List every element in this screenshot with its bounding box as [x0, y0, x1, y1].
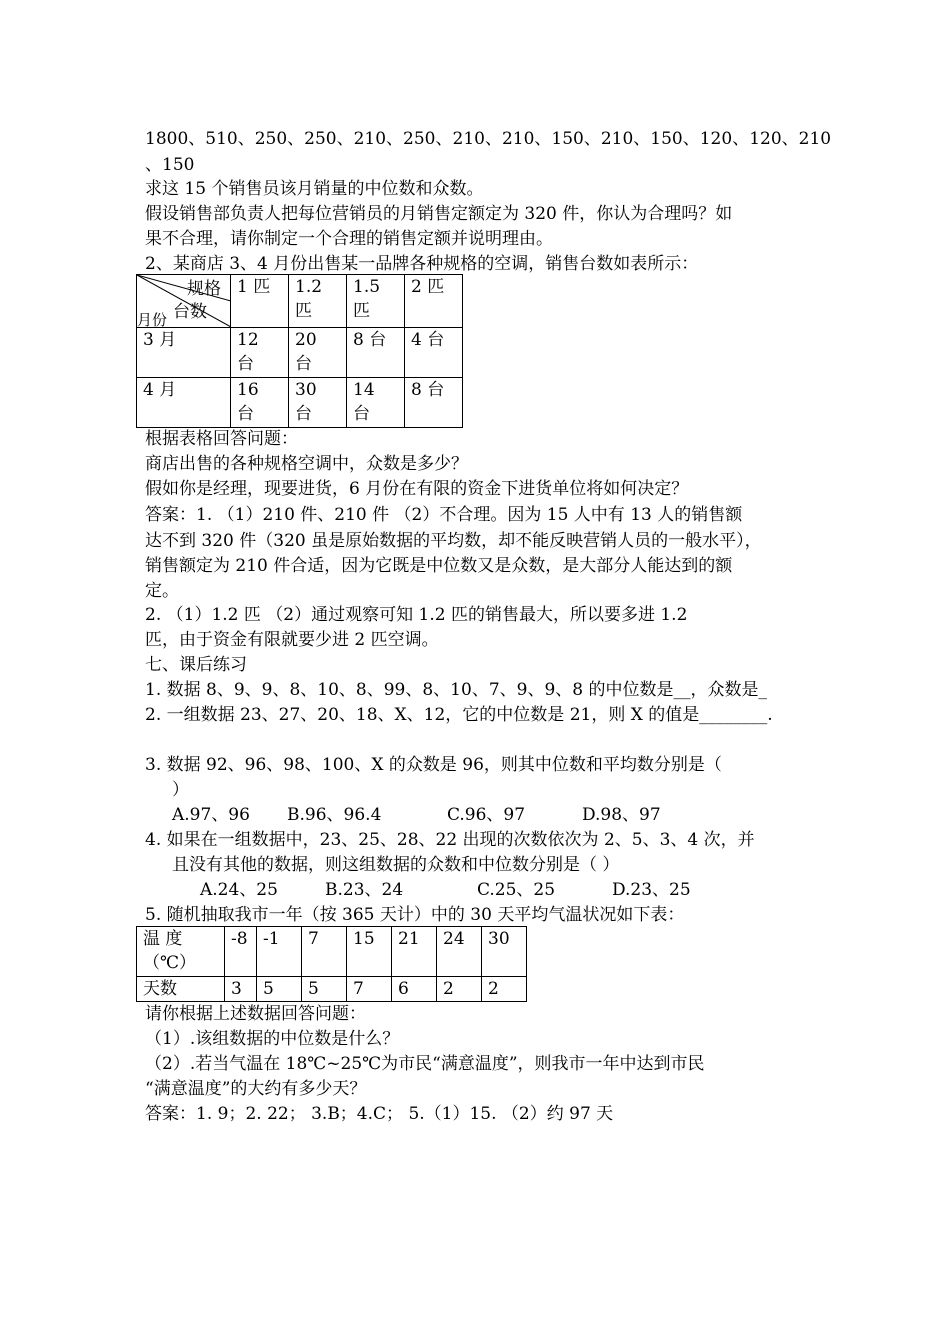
table-row [137, 977, 527, 1002]
table-row [137, 927, 527, 977]
option-b: B.96、96.4 [287, 805, 382, 825]
table-cell: -8 [225, 927, 257, 977]
option-c: C.96、97 [447, 805, 526, 825]
table-cell: 21 [392, 927, 437, 977]
option-b: B.23、24 [325, 880, 404, 900]
option-a: A.24、25 [200, 880, 278, 900]
answer-text: 匹，由于资金有限就要少进 2 匹空调。 [145, 630, 439, 650]
table-cell: 15 [347, 927, 392, 977]
table-row [137, 378, 463, 428]
option-d: D.98、97 [582, 805, 661, 825]
answer-text: 达不到 320 件（320 虽是原始数据的平均数，却不能反映营销人员的一般水平）， [145, 531, 762, 551]
table-cell: 5 [302, 977, 347, 1002]
exercise-3: 3. 数据 92、96、98、100、X 的众数是 96，则其中位数和平均数分别是（ [145, 755, 722, 775]
table-cell: 4 台 [405, 328, 463, 378]
row-label: 天数 [137, 977, 225, 1002]
question-text: 商店出售的各种规格空调中，众数是多少？ [145, 454, 468, 474]
column-header: 1 匹 [231, 275, 289, 328]
header-month-label: 月份 [137, 311, 168, 329]
option-a: A.97、96 [172, 805, 250, 825]
table-cell: 16 台 [231, 378, 289, 428]
table-cell: 8 台 [405, 378, 463, 428]
column-header: 2 匹 [405, 275, 463, 328]
question-intro: 根据表格回答问题： [145, 429, 298, 449]
exercise-4-options [200, 879, 691, 901]
exercise-4: 且没有其他的数据，则这组数据的众数和中位数分别是（ ） [172, 855, 620, 875]
table-cell: 7 [347, 977, 392, 1002]
answer-text: 销售额定为 210 件合适，因为它既是中位数又是众数，是大部分人能达到的额 [145, 556, 733, 576]
data-list-line: 、150 [145, 155, 195, 175]
ac-sales-table [136, 274, 463, 428]
question-text: 求这 15 个销售员该月销量的中位数和众数。 [145, 179, 484, 199]
data-list-line: 1800、510、250、250、210、250、210、210、150、210、150、120、120、210 [145, 129, 832, 149]
row-label: 温 度 （℃） [137, 927, 225, 977]
table-cell: 2 [482, 977, 527, 1002]
question-text: （2）.若当气温在 18℃~25℃为市民“满意温度”，则我市一年中达到市民 [145, 1054, 705, 1074]
question-text: 假如你是经理，现要进货，6 月份在有限的资金下进货单位将如何决定？ [145, 479, 689, 499]
table-cell: 3 [225, 977, 257, 1002]
table-cell: 6 [392, 977, 437, 1002]
table-cell: 20 台 [289, 328, 347, 378]
header-count-label: 台数 [173, 302, 207, 322]
answer-text: 定。 [145, 581, 179, 601]
table-cell: 7 [302, 927, 347, 977]
exercise-5: 5. 随机抽取我市一年（按 365 天计）中的 30 天平均气温状况如下表： [145, 905, 685, 925]
exercise-1: 1. 数据 8、9、9、8、10、8、99、8、10、7、9、9、8 的中位数是__，众数是_ [145, 680, 767, 700]
exercise-2: 2. 一组数据 23、27、20、18、X、12，它的中位数是 21，则 X 的值是________. [145, 705, 773, 725]
answer-text: 答案：1. 9；2. 22； 3.B；4.C； 5.（1）15. （2）约 97 天 [145, 1104, 614, 1124]
question-text: （1）.该组数据的中位数是什么？ [145, 1029, 400, 1049]
question-text: “满意温度”的大约有多少天？ [145, 1079, 367, 1099]
table-cell: 8 台 [347, 328, 405, 378]
question-text: 果不合理，请你制定一个合理的销售定额并说明理由。 [145, 229, 553, 249]
option-c: C.25、25 [477, 880, 556, 900]
table-cell: 5 [257, 977, 302, 1002]
table-cell: 30 台 [289, 378, 347, 428]
temperature-table [136, 926, 527, 1002]
row-label: 4 月 [137, 378, 231, 428]
option-d: D.23、25 [612, 880, 691, 900]
question-intro: 请你根据上述数据回答问题： [145, 1004, 366, 1024]
header-spec-label: 规格 [187, 279, 221, 299]
table-cell: 12 台 [231, 328, 289, 378]
section-title: 七、课后练习 [145, 655, 247, 675]
table-cell: 14 台 [347, 378, 405, 428]
exercise-4: 4. 如果在一组数据中，23、25、28、22 出现的次数依次为 2、5、3、4 次，并 [145, 830, 755, 850]
exercise-3-bracket: ） [172, 780, 189, 800]
exercise-3-options [172, 804, 661, 826]
table-cell: 2 [437, 977, 482, 1002]
table-cell: -1 [257, 927, 302, 977]
column-header: 1.5 匹 [347, 275, 405, 328]
table-row [137, 328, 463, 378]
problem-2-intro: 2、某商店 3、4 月份出售某一品牌各种规格的空调，销售台数如表所示： [145, 254, 699, 274]
row-label: 3 月 [137, 328, 231, 378]
table-cell: 24 [437, 927, 482, 977]
question-text: 假设销售部负责人把每位营销员的月销售定额定为 320 件，你认为合理吗？如 [145, 204, 733, 224]
diagonal-header-cell [137, 275, 231, 328]
column-header: 1.2 匹 [289, 275, 347, 328]
table-cell: 30 [482, 927, 527, 977]
answer-text: 答案：1. （1）210 件、210 件 （2）不合理。因为 15 人中有 13 人的销售额 [145, 505, 743, 525]
answer-text: 2. （1）1.2 匹 （2）通过观察可知 1.2 匹的销售最大，所以要多进 1.2 [145, 605, 688, 625]
